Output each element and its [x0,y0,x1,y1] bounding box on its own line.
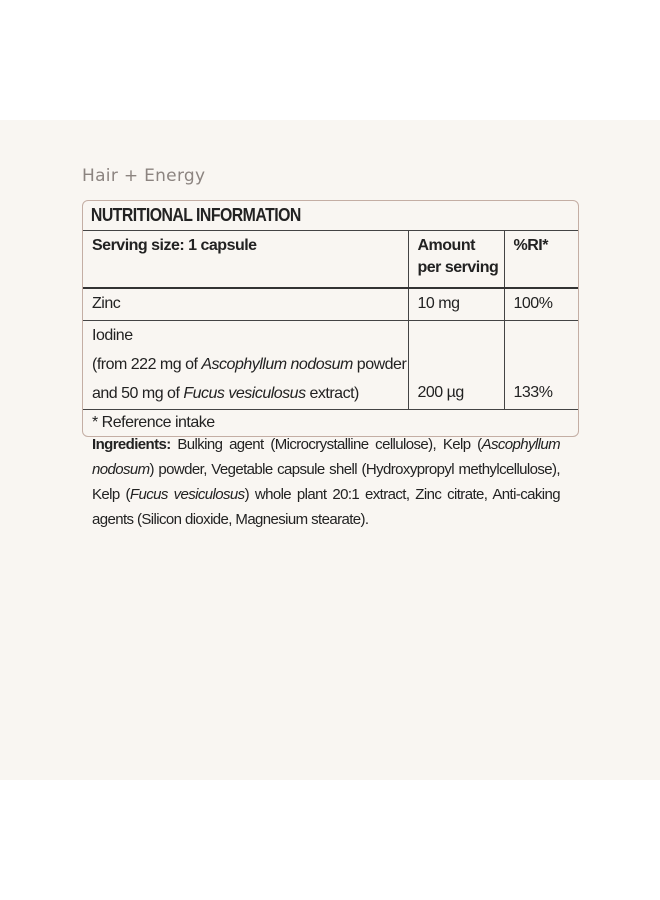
nutrient-amount-cell [408,288,504,321]
ingredients-text [92,432,560,532]
nutrition-table-box [82,200,579,437]
ingredients-part-3: ) whole plant 20:1 extract, Zinc citrate, Anti-caking agents (Silicon dioxide, Magnesium stearate). [92,486,560,528]
reference-intake-footnote: * Reference intake [92,414,215,431]
nutrient-ri: 133% [513,384,553,401]
ingredients-part-1: Bulking agent (Microcrystalline cellulose), Kelp ( [170,436,482,453]
ingredients-species-1: Ascophyllum nodosum [92,436,560,478]
source-species-1: Ascophyllum nodosum [201,356,353,373]
nutrient-row-zinc [83,288,578,321]
amount-header-line1: Amount [417,237,475,254]
nutrient-source-line2 [92,379,408,408]
ingredients-species-2: Fucus vesiculosus [129,486,245,503]
ri-header-cell [504,231,578,289]
nutrition-header-row [83,231,578,289]
nutrient-ri: 100% [513,295,553,312]
nutrient-name-cell [83,321,408,410]
source-species-2: Fucus vesiculosus [183,385,306,402]
ingredients-part-2: ) powder, Vegetable capsule shell (Hydroxypropyl methylcellulose), Kelp ( [92,461,560,503]
serving-size-label: Serving size: 1 capsule [92,237,257,254]
nutrition-heading: NUTRITIONAL INFORMATION [90,205,301,225]
source-middle: powder [352,356,407,373]
nutrient-amount-cell [408,321,504,410]
nutrition-table [83,230,578,436]
nutrient-source-line1 [92,350,408,379]
nutrient-ri-cell [504,321,578,410]
nutrient-amount: 200 µg [417,384,464,401]
source-prefix: (from 222 mg of [92,356,202,373]
product-title: Hair + Energy [82,166,206,186]
nutrient-ri-cell [504,288,578,321]
nutrient-name: Iodine [92,327,133,344]
ri-header-label: %RI* [513,237,548,254]
serving-size-cell [83,231,408,289]
nutrient-name-cell [83,288,408,321]
ingredients-label: Ingredients: [92,436,171,453]
nutrient-amount: 10 mg [417,295,460,312]
amount-header-cell [408,231,504,289]
source-suffix: extract) [305,385,359,402]
nutrient-row-iodine [83,321,578,410]
nutrient-name: Zinc [92,295,121,312]
source-line2-prefix: and 50 mg of [92,385,184,402]
amount-header-line2: per serving [417,259,499,276]
